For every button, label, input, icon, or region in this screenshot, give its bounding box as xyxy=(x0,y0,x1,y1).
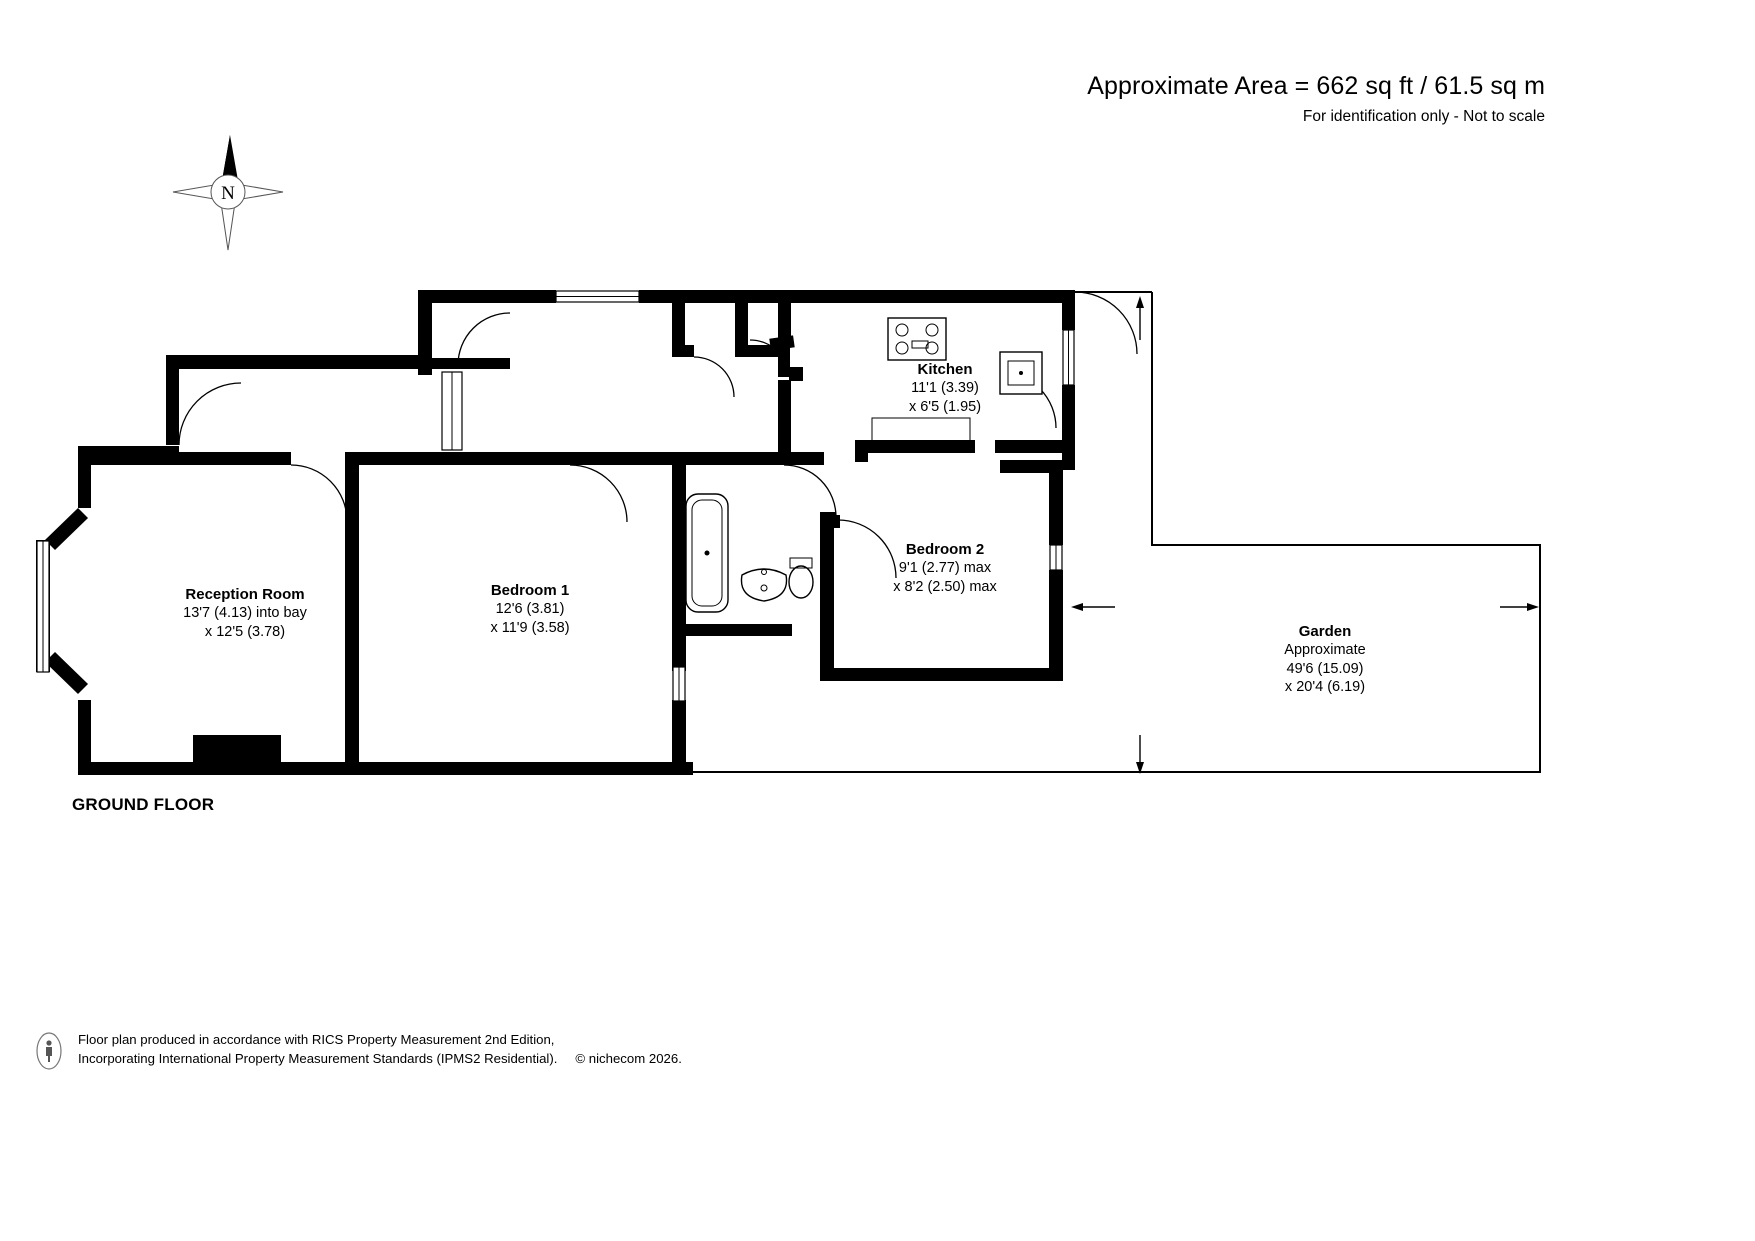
room-dim3-garden: x 20'4 (6.19) xyxy=(1284,679,1366,696)
svg-text:N: N xyxy=(221,183,235,204)
room-label-garden xyxy=(1225,622,1425,697)
room-label-kitchen xyxy=(850,360,1040,416)
garden-outline xyxy=(692,292,1540,772)
bathroom-fittings xyxy=(686,494,813,612)
room-name-bedroom-2: Bedroom 2 xyxy=(905,541,985,558)
room-dim2-bedroom-2: x 8'2 (2.50) max xyxy=(893,578,997,595)
person-icon xyxy=(36,1032,62,1070)
room-label-bedroom-1 xyxy=(420,581,640,637)
door-swings xyxy=(179,292,1137,578)
room-name-bedroom-1: Bedroom 1 xyxy=(490,582,570,599)
footer-credits xyxy=(78,1030,682,1068)
room-dim1-bedroom-1: 12'6 (3.81) xyxy=(495,601,565,618)
room-dim2-bedroom-1: x 11'9 (3.58) xyxy=(490,619,570,636)
room-dim2-garden: 49'6 (15.09) xyxy=(1286,660,1364,677)
fireplace xyxy=(193,735,281,762)
room-dim1-bedroom-2: 9'1 (2.77) max xyxy=(898,560,992,577)
room-label-bedroom-2 xyxy=(830,540,1060,596)
room-name-garden: Garden xyxy=(1298,623,1352,640)
footer-line-2: Incorporating International Property Measurement Standards (IPMS2 Residential). xyxy=(78,1051,558,1067)
room-dim1-garden: Approximate xyxy=(1284,642,1366,659)
garden-dimension-arrows xyxy=(1071,296,1539,774)
room-dim2-kitchen: x 6'5 (1.95) xyxy=(908,398,982,415)
approximate-area-text: Approximate Area = 662 sq ft / 61.5 sq m xyxy=(1087,72,1545,100)
room-dim1-kitchen: 11'1 (3.39) xyxy=(911,380,979,397)
footer-copyright: © nichecom 2026. xyxy=(575,1051,682,1067)
room-dim2-reception-room: x 12'5 (3.78) xyxy=(204,623,286,640)
identification-disclaimer: For identification only - Not to scale xyxy=(1302,108,1545,125)
room-label-reception-room xyxy=(120,585,370,641)
room-dim1-reception-room: 13'7 (4.13) into bay xyxy=(183,605,307,622)
room-name-kitchen: Kitchen xyxy=(917,361,973,378)
room-name-reception-room: Reception Room xyxy=(185,586,305,603)
footer-line-1: Floor plan produced in accordance with RICS Property Measurement 2nd Edition, xyxy=(78,1032,555,1047)
floor-title: GROUND FLOOR xyxy=(72,795,215,814)
